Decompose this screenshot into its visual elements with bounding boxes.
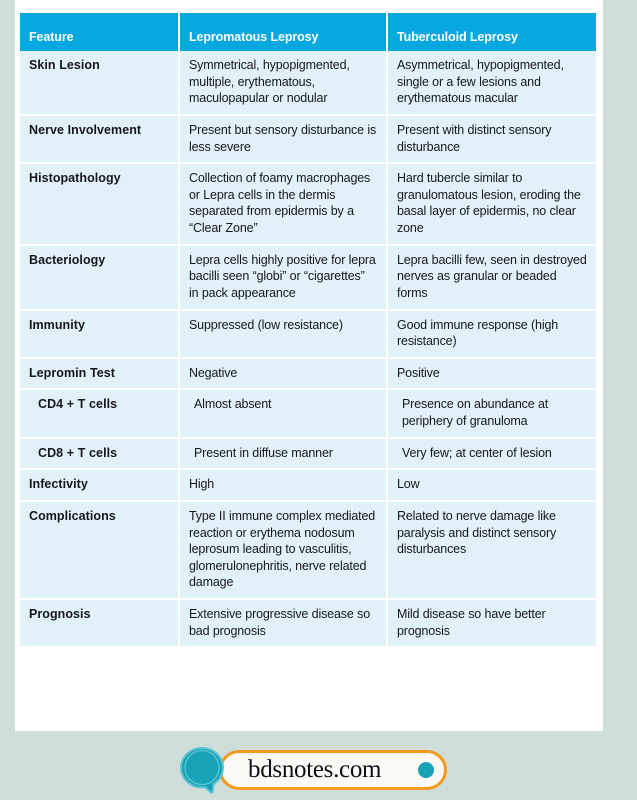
table-row — [20, 502, 596, 600]
row-lepromatous-value: Negative — [180, 359, 388, 391]
row-lepromatous-value: Almost absent — [180, 390, 388, 438]
logo-dot-icon — [418, 762, 434, 778]
row-tuberculoid-value: Hard tubercle similar to granulomatous lesion, eroding the basal layer of epidermis, no clear zone — [388, 164, 596, 246]
logo-wordmark: bdsnotes.com — [248, 756, 382, 783]
row-feature-label: Immunity — [20, 311, 180, 359]
row-feature-label: Lepromin Test — [20, 359, 180, 391]
row-lepromatous-value: Symmetrical, hypopigmented, multiple, erythematous, maculopapular or nodular — [180, 51, 388, 116]
bdsnotes-logo[interactable] — [179, 747, 452, 794]
row-tuberculoid-value: Related to nerve damage like paralysis and distinct sensory disturbances — [388, 502, 596, 600]
row-tuberculoid-value: Asymmetrical, hypopigmented, single or a few lesions and erythematous macular — [388, 51, 596, 116]
leprosy-comparison-table — [20, 13, 596, 646]
row-tuberculoid-value: Lepra bacilli few, seen in destroyed nerves as granular or beaded forms — [388, 246, 596, 311]
column-header-lepromatous-leprosy: Lepromatous Leprosy — [180, 13, 388, 51]
table-row — [20, 439, 596, 471]
row-lepromatous-value: High — [180, 470, 388, 502]
column-header-tuberculoid-leprosy: Tuberculoid Leprosy — [388, 13, 596, 51]
table-row — [20, 600, 596, 646]
row-lepromatous-value: Extensive progressive disease so bad prognosis — [180, 600, 388, 646]
table-body — [20, 51, 596, 646]
row-feature-label: Prognosis — [20, 600, 180, 646]
table-row — [20, 311, 596, 359]
row-lepromatous-value: Present but sensory disturbance is less severe — [180, 116, 388, 164]
table-header-row — [20, 13, 596, 51]
table-row — [20, 164, 596, 246]
row-feature-label: CD4 + T cells — [20, 390, 180, 438]
row-tuberculoid-value: Presence on abundance at periphery of granuloma — [388, 390, 596, 438]
table-row — [20, 359, 596, 391]
table-row — [20, 390, 596, 438]
row-feature-label: Complications — [20, 502, 180, 600]
row-feature-label: Nerve Involvement — [20, 116, 180, 164]
row-feature-label: CD8 + T cells — [20, 439, 180, 471]
table-row — [20, 470, 596, 502]
row-lepromatous-value: Type II immune complex mediated reaction or erythema nodosum leprosum leading to vasculitis, glomerulonephritis, nerve related damage — [180, 502, 388, 600]
row-tuberculoid-value: Mild disease so have better prognosis — [388, 600, 596, 646]
row-lepromatous-value: Lepra cells highly positive for lepra bacilli seen “globi” or “cigarettes” in pack appearance — [180, 246, 388, 311]
row-lepromatous-value: Suppressed (low resistance) — [180, 311, 388, 359]
speech-bubble-icon — [179, 747, 226, 794]
row-lepromatous-value: Collection of foamy macrophages or Lepra cells in the dermis separated from epidermis by a “Clear Zone” — [180, 164, 388, 246]
row-feature-label: Histopathology — [20, 164, 180, 246]
row-feature-label: Skin Lesion — [20, 51, 180, 116]
row-tuberculoid-value: Very few; at center of lesion — [388, 439, 596, 471]
row-tuberculoid-value: Present with distinct sensory disturbance — [388, 116, 596, 164]
row-tuberculoid-value: Low — [388, 470, 596, 502]
row-tuberculoid-value: Positive — [388, 359, 596, 391]
row-lepromatous-value: Present in diffuse manner — [180, 439, 388, 471]
column-header-feature: Feature — [20, 13, 180, 51]
table-row — [20, 116, 596, 164]
row-feature-label: Infectivity — [20, 470, 180, 502]
table-row — [20, 246, 596, 311]
row-feature-label: Bacteriology — [20, 246, 180, 311]
row-tuberculoid-value: Good immune response (high resistance) — [388, 311, 596, 359]
table-header — [20, 13, 596, 51]
table-row — [20, 51, 596, 116]
